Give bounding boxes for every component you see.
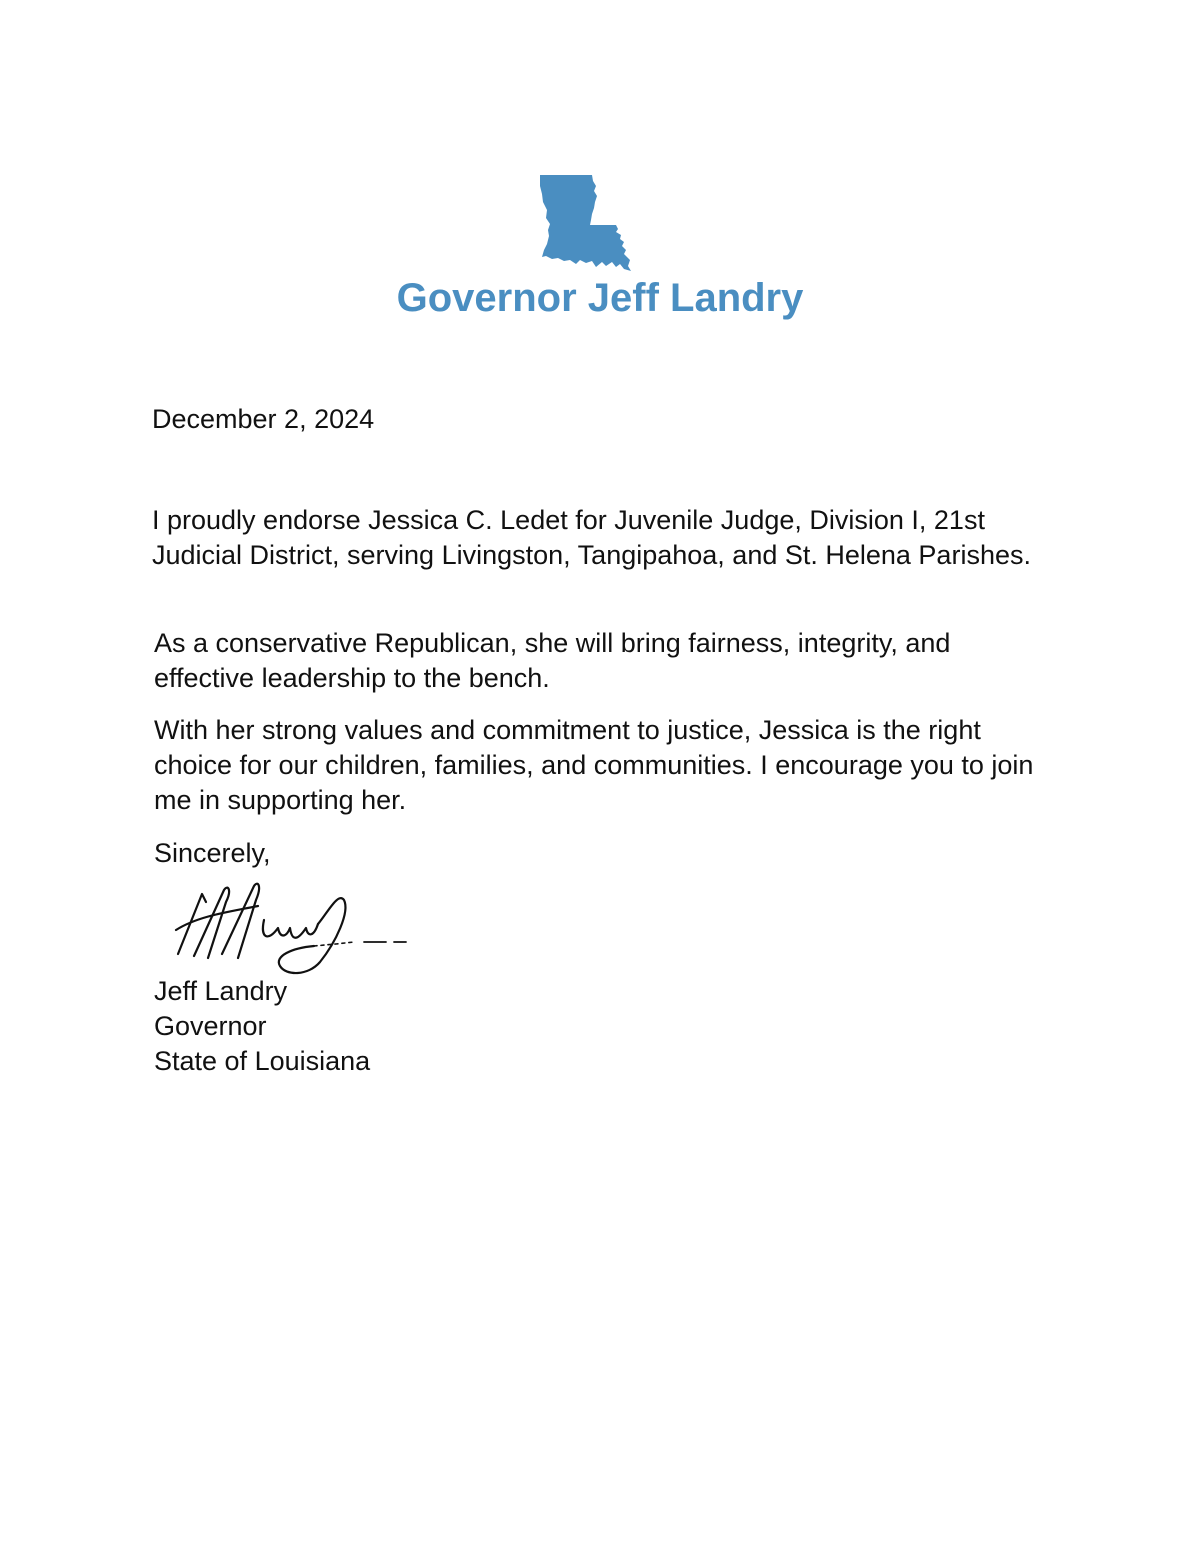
letter-paragraph-appeal: With her strong values and commitment to justice, Jessica is the right choice for our children, families, and communities. I encourage you to join me in supporting her. — [154, 715, 1034, 815]
letter-closing: Sincerely, — [154, 838, 271, 868]
letter-paragraph-qualities: As a conservative Republican, she will bring fairness, integrity, and effective leadership to the bench. — [154, 628, 951, 693]
louisiana-state-map-icon — [536, 172, 632, 274]
letterhead-title: Governor Jeff Landry — [396, 276, 804, 320]
signature-block — [154, 974, 370, 1079]
signer-organization: State of Louisiana — [154, 1046, 371, 1076]
signer-name: Jeff Landry — [154, 976, 288, 1006]
signer-title: Governor — [154, 1011, 267, 1041]
letter-date: December 2, 2024 — [152, 404, 375, 434]
letter-paragraph-endorsement: I proudly endorse Jessica C. Ledet for Juvenile Judge, Division I, 21st Judicial District, serving Livingston, Tangipahoa, and St. Helena Parishes. — [152, 505, 1031, 570]
